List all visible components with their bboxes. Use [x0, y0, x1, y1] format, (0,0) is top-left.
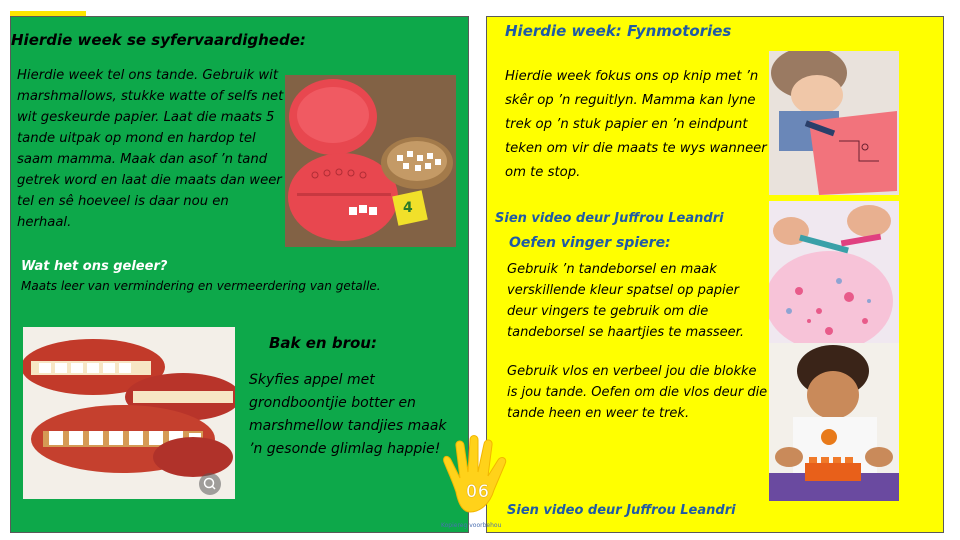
video-link-1[interactable]: Sien video deur Juffrou Leandri — [495, 211, 724, 226]
bake-body: Skyfies appel met grondboontjie botter en marshmellow tandjies maak ’n gesonde glimlag happie! — [249, 372, 447, 457]
fine-motor-panel — [486, 16, 944, 533]
apple-smiles-photo — [23, 327, 235, 499]
floss-instructions: Gebruik vlos en verbeel jou die blokke is jou tande. Oefen om die vlos deur die tande heen en weer te trek. — [507, 364, 768, 421]
bake-heading: Bak en brou: — [269, 334, 377, 352]
toothbrush-painting-photo — [769, 201, 899, 353]
toothbrush-instructions: Gebruik ’n tandeborsel en maak verskillende kleur spatsel op papier deur vingers te gebruik om die tandeborsel se haartjies te masseer. — [507, 262, 744, 340]
page-number: 06 — [466, 482, 490, 502]
copyright-note: Kopiereg voorbehou — [441, 522, 502, 529]
cutting-instructions: Hierdie week fokus ons op knip met ’n skêr op ’n reguitlyn. Mamma kan lyne trek op ’n stuk papier en ’n eindpunt teken om vir die maats te wys wanneer om te stop. — [505, 69, 767, 180]
numeracy-instructions: Hierdie week tel ons tande. Gebruik wit marshmallows, stukke watte of selfs net wit geskeurde papier. Laat die maats 5 tande uitpak op mond en hardop tel saam mamma. Maak dan asof ’n tand getrek word en laat die maats dan weer tel en sê hoeveel is daar nou en herhaal. — [17, 68, 284, 230]
learn-body: Maats leer van vermindering en vermeerdering van getalle. — [21, 279, 381, 293]
numeracy-panel — [10, 16, 469, 533]
dice-number: 4 — [403, 200, 413, 216]
finger-muscles-heading: Oefen vinger spiere: — [509, 235, 671, 251]
learn-heading: Wat het ons geleer? — [21, 259, 168, 274]
cutting-photo — [769, 51, 899, 195]
video-link-2[interactable]: Sien video deur Juffrou Leandri — [507, 503, 736, 518]
teeth-counting-photo — [285, 75, 456, 247]
fine-motor-heading: Hierdie week: Fynmotories — [505, 22, 732, 40]
numeracy-heading: Hierdie week se syfervaardighede: — [11, 31, 306, 49]
lens-icon[interactable] — [199, 473, 221, 495]
floss-blocks-photo — [769, 343, 899, 501]
yellow-hand-icon — [434, 432, 524, 522]
